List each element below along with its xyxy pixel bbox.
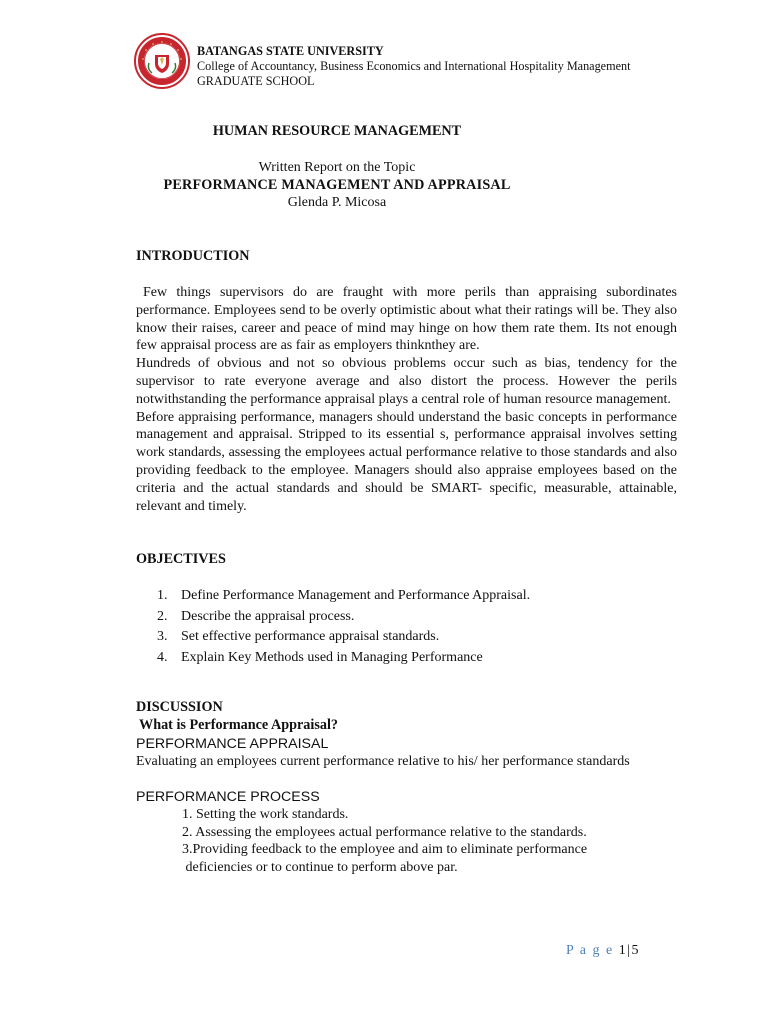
list-item: 2. Describe the appraisal process. xyxy=(157,608,355,624)
report-subtitle: Written Report on the Topic xyxy=(258,160,416,175)
introduction-heading: INTRODUCTION xyxy=(136,248,250,264)
page-footer xyxy=(566,943,640,959)
process-heading: PERFORMANCE PROCESS xyxy=(136,789,320,805)
list-item: 1. Define Performance Management and Performance Appraisal. xyxy=(157,588,531,603)
appraisal-term: PERFORMANCE APPRAISAL xyxy=(136,736,329,752)
introduction-body xyxy=(136,284,677,515)
page-number: 1 xyxy=(618,943,628,958)
university-seal-logo xyxy=(134,33,190,89)
list-item: 3. Set effective performance appraisal standards. xyxy=(157,629,440,644)
discussion-question: What is Performance Appraisal? xyxy=(139,717,338,733)
author-name: Glenda P. Micosa xyxy=(287,195,387,210)
report-topic: PERFORMANCE MANAGEMENT AND APPRAISAL xyxy=(163,177,511,193)
appraisal-definition: Evaluating an employees current performance relative to his/ her performance standards xyxy=(136,754,630,769)
intro-paragraph: Before appraising performance, managers should understand the basic concepts in performance management and appraisal. Stripped to its essential s, performance appraisal involves setting work standards, assessing the employees actual performance relative to those standards and also providing feedback to the employee. Managers should also appraise employees based on the criteria and the actual standards and should be SMART- specific, measurable, attainable, relevant and timely. xyxy=(136,409,677,514)
process-step: 3.Providing feedback to the employee and aim to eliminate performance xyxy=(182,842,588,858)
process-step: 2. Assessing the employees actual performance relative to the standards. xyxy=(182,824,587,840)
page-total: 5 xyxy=(631,943,641,958)
page-word: P a g e xyxy=(566,943,614,958)
intro-paragraph: Hundreds of obvious and not so obvious problems occur such as bias, tendency for the supervisor to rate everyone average and also distort the process. However the perils notwithstanding the performance appraisal plays a central role of human resource management. xyxy=(136,356,677,407)
objectives-list xyxy=(157,586,530,668)
page-separator: | xyxy=(627,943,632,958)
process-steps xyxy=(182,806,587,876)
institution-header xyxy=(197,44,630,89)
discussion-heading: DISCUSSION xyxy=(136,699,223,715)
objectives-heading: OBJECTIVES xyxy=(136,551,226,567)
list-item: 4. Explain Key Methods used in Managing Performance xyxy=(157,649,483,665)
process-step: 1. Setting the work standards. xyxy=(182,807,349,822)
college-name: College of Accountancy, Business Economics and International Hospitality Management xyxy=(197,59,631,73)
intro-paragraph: Few things supervisors do are fraught with more perils than appraising subordinates performance. Employees send to be overly optimistic about what their ratings will be. They also know their raises, career and peace of mind may hinge on how them rate them. Its not enough few appraisal process are as fair as employers thinknthey are. xyxy=(136,285,677,354)
document-title: HUMAN RESOURCE MANAGEMENT xyxy=(212,123,462,139)
school-name: GRADUATE SCHOOL xyxy=(197,74,315,88)
process-step: deficiencies or to continue to perform above par. xyxy=(182,859,458,875)
university-name: BATANGAS STATE UNIVERSITY xyxy=(197,44,384,58)
